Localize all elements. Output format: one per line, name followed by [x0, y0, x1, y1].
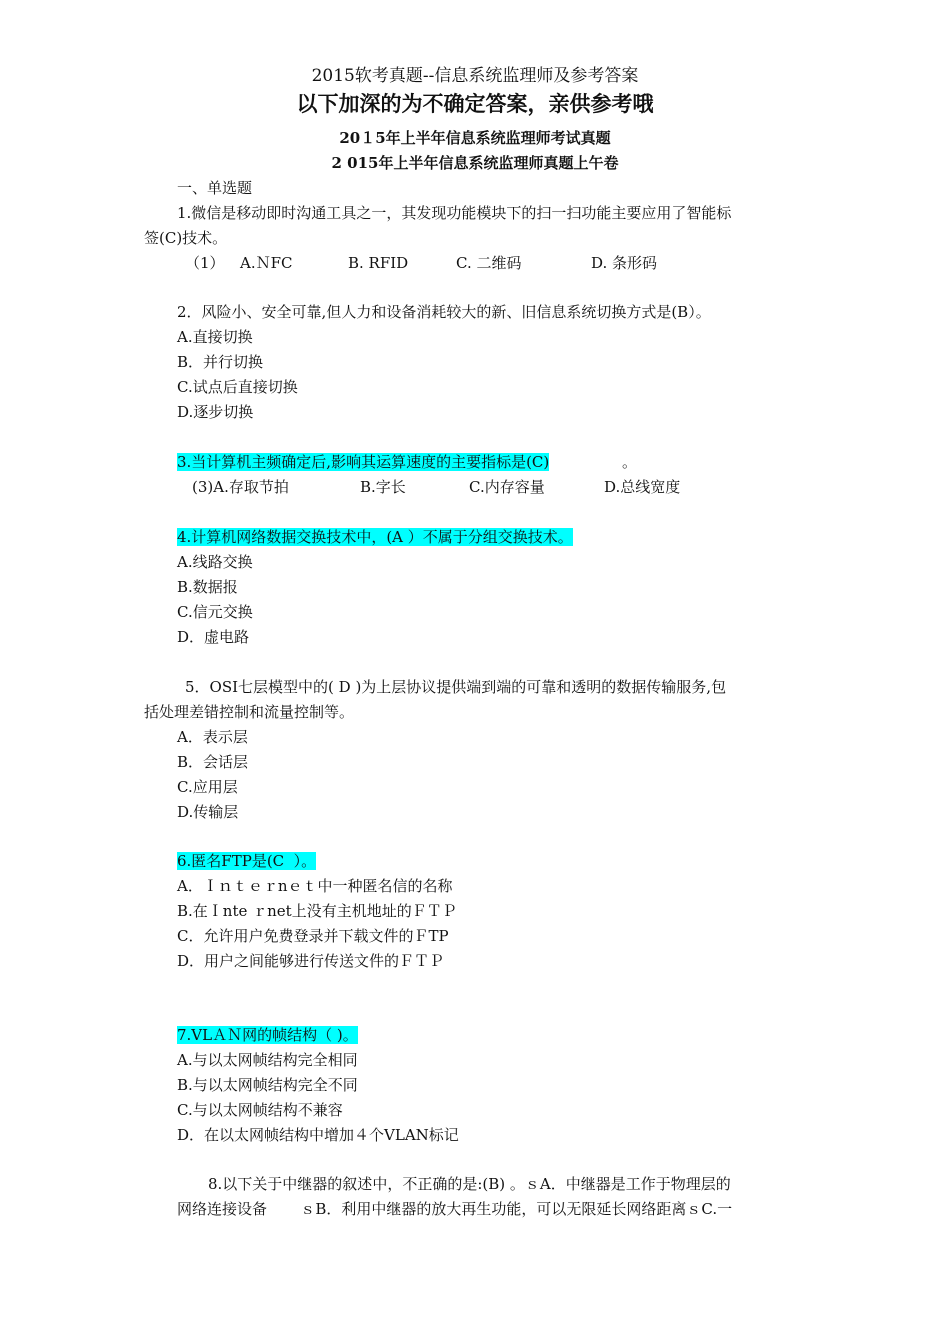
question-2-stem: 2．风险小、安全可靠,但人力和设备消耗较大的新、旧信息系统切换方式是(B）。 [177, 303, 711, 321]
document-title: 2015软考真题--信息系统监理师及参考答案 [311, 66, 639, 86]
question-5-option-c: C.应用层 [177, 778, 238, 796]
question-4-option-b: B.数据报 [177, 578, 238, 596]
question-2-option-c: C.试点后直接切换 [177, 378, 298, 396]
question-6-option-a: A．Ｉｎｔｅｒnｅｔ中一种匿名信的名称 [177, 877, 453, 895]
question-5-option-d: D.传输层 [177, 803, 239, 821]
question-4-option-c: C.信元交换 [177, 603, 253, 621]
question-5-stem-cont: 括处理差错控制和流量控制等。 [144, 703, 355, 721]
question-3-option-d: D.总线宽度 [604, 478, 681, 496]
question-2-option-d: D.逐步切换 [177, 403, 254, 421]
question-1-option-b: B. RFID [348, 254, 409, 272]
question-6-option-d: D．用户之间能够进行传送文件的ＦＴＰ [177, 952, 445, 970]
question-1-option-d: D. 条形码 [591, 254, 658, 272]
question-4-stem [177, 527, 573, 547]
question-1-option-a: A.ＮFC [240, 254, 293, 272]
question-7-option-d: D．在以太网帧结构中增加４个VLAN标记 [177, 1126, 459, 1144]
question-2-option-b: B．并行切换 [177, 353, 264, 371]
question-3-option-a: (3)A.存取节拍 [192, 478, 289, 496]
question-7-highlight: 7.VLＡＮ网的帧结构（ )。 [177, 1026, 358, 1044]
question-1-stem: 1.微信是移动即时沟通工具之一，其发现功能模块下的扫一扫功能主要应用了智能标 [177, 204, 732, 222]
question-7-option-b: B.与以太网帧结构完全不同 [177, 1076, 358, 1094]
question-3-stem [177, 452, 549, 472]
question-5-option-b: B．会话层 [177, 753, 249, 771]
question-5-option-a: A．表示层 [177, 728, 248, 746]
question-8-stem: 8.以下关于中继器的叙述中，不正确的是:(B) 。ｓA．中继器是工作于物理层的 [208, 1175, 731, 1193]
question-6-option-c: C．允许用户免费登录并下载文件的ＦTP [177, 927, 449, 945]
question-4-option-d: D．虚电路 [177, 628, 250, 646]
uncertain-answer-notice: 以下加深的为不确定答案，亲供参考哦 [296, 91, 654, 116]
question-5-stem: 5．OSI七层模型中的( D )为上层协议提供端到端的可靠和透明的数据传输服务,包 [185, 678, 727, 696]
question-1-number: （1） [185, 254, 225, 272]
question-3-option-b: B.字长 [360, 478, 406, 496]
question-8-stem-cont: 网络连接设备 ｓB．利用中继器的放大再生功能，可以无限延长网络距离ｓC.一 [177, 1200, 733, 1218]
question-4-highlight: 4.计算机网络数据交换技术中，(A ）不属于分组交换技术。 [177, 528, 573, 546]
question-6-highlight: 6.匿名FTP是(C ）。 [177, 852, 317, 870]
paper-subtitle: 2 015年上半年信息系统监理师真题上午卷 [331, 154, 619, 172]
question-4-option-a: A.线路交换 [177, 553, 253, 571]
question-3-highlight: 3.当计算机主频确定后,影响其运算速度的主要指标是(C) [177, 453, 550, 471]
question-7-option-c: C.与以太网帧结构不兼容 [177, 1101, 343, 1119]
question-6-option-b: B.在Ｉnte ｒnet上没有主机地址的ＦＴＰ [177, 902, 457, 920]
question-1-stem-cont: 签(C)技术。 [144, 229, 228, 247]
question-3-option-c: C.内存容量 [469, 478, 545, 496]
question-7-option-a: A.与以太网帧结构完全相同 [177, 1051, 358, 1069]
question-2-option-a: A.直接切换 [177, 328, 253, 346]
question-6-stem [177, 851, 316, 871]
question-1-option-c: C. 二维码 [456, 254, 522, 272]
exam-subtitle: 20１5年上半年信息系统监理师考试真题 [339, 129, 611, 147]
question-3-stem-tail: 。 [622, 453, 638, 471]
question-7-stem [177, 1025, 358, 1045]
section-heading: 一、单选题 [177, 179, 253, 197]
